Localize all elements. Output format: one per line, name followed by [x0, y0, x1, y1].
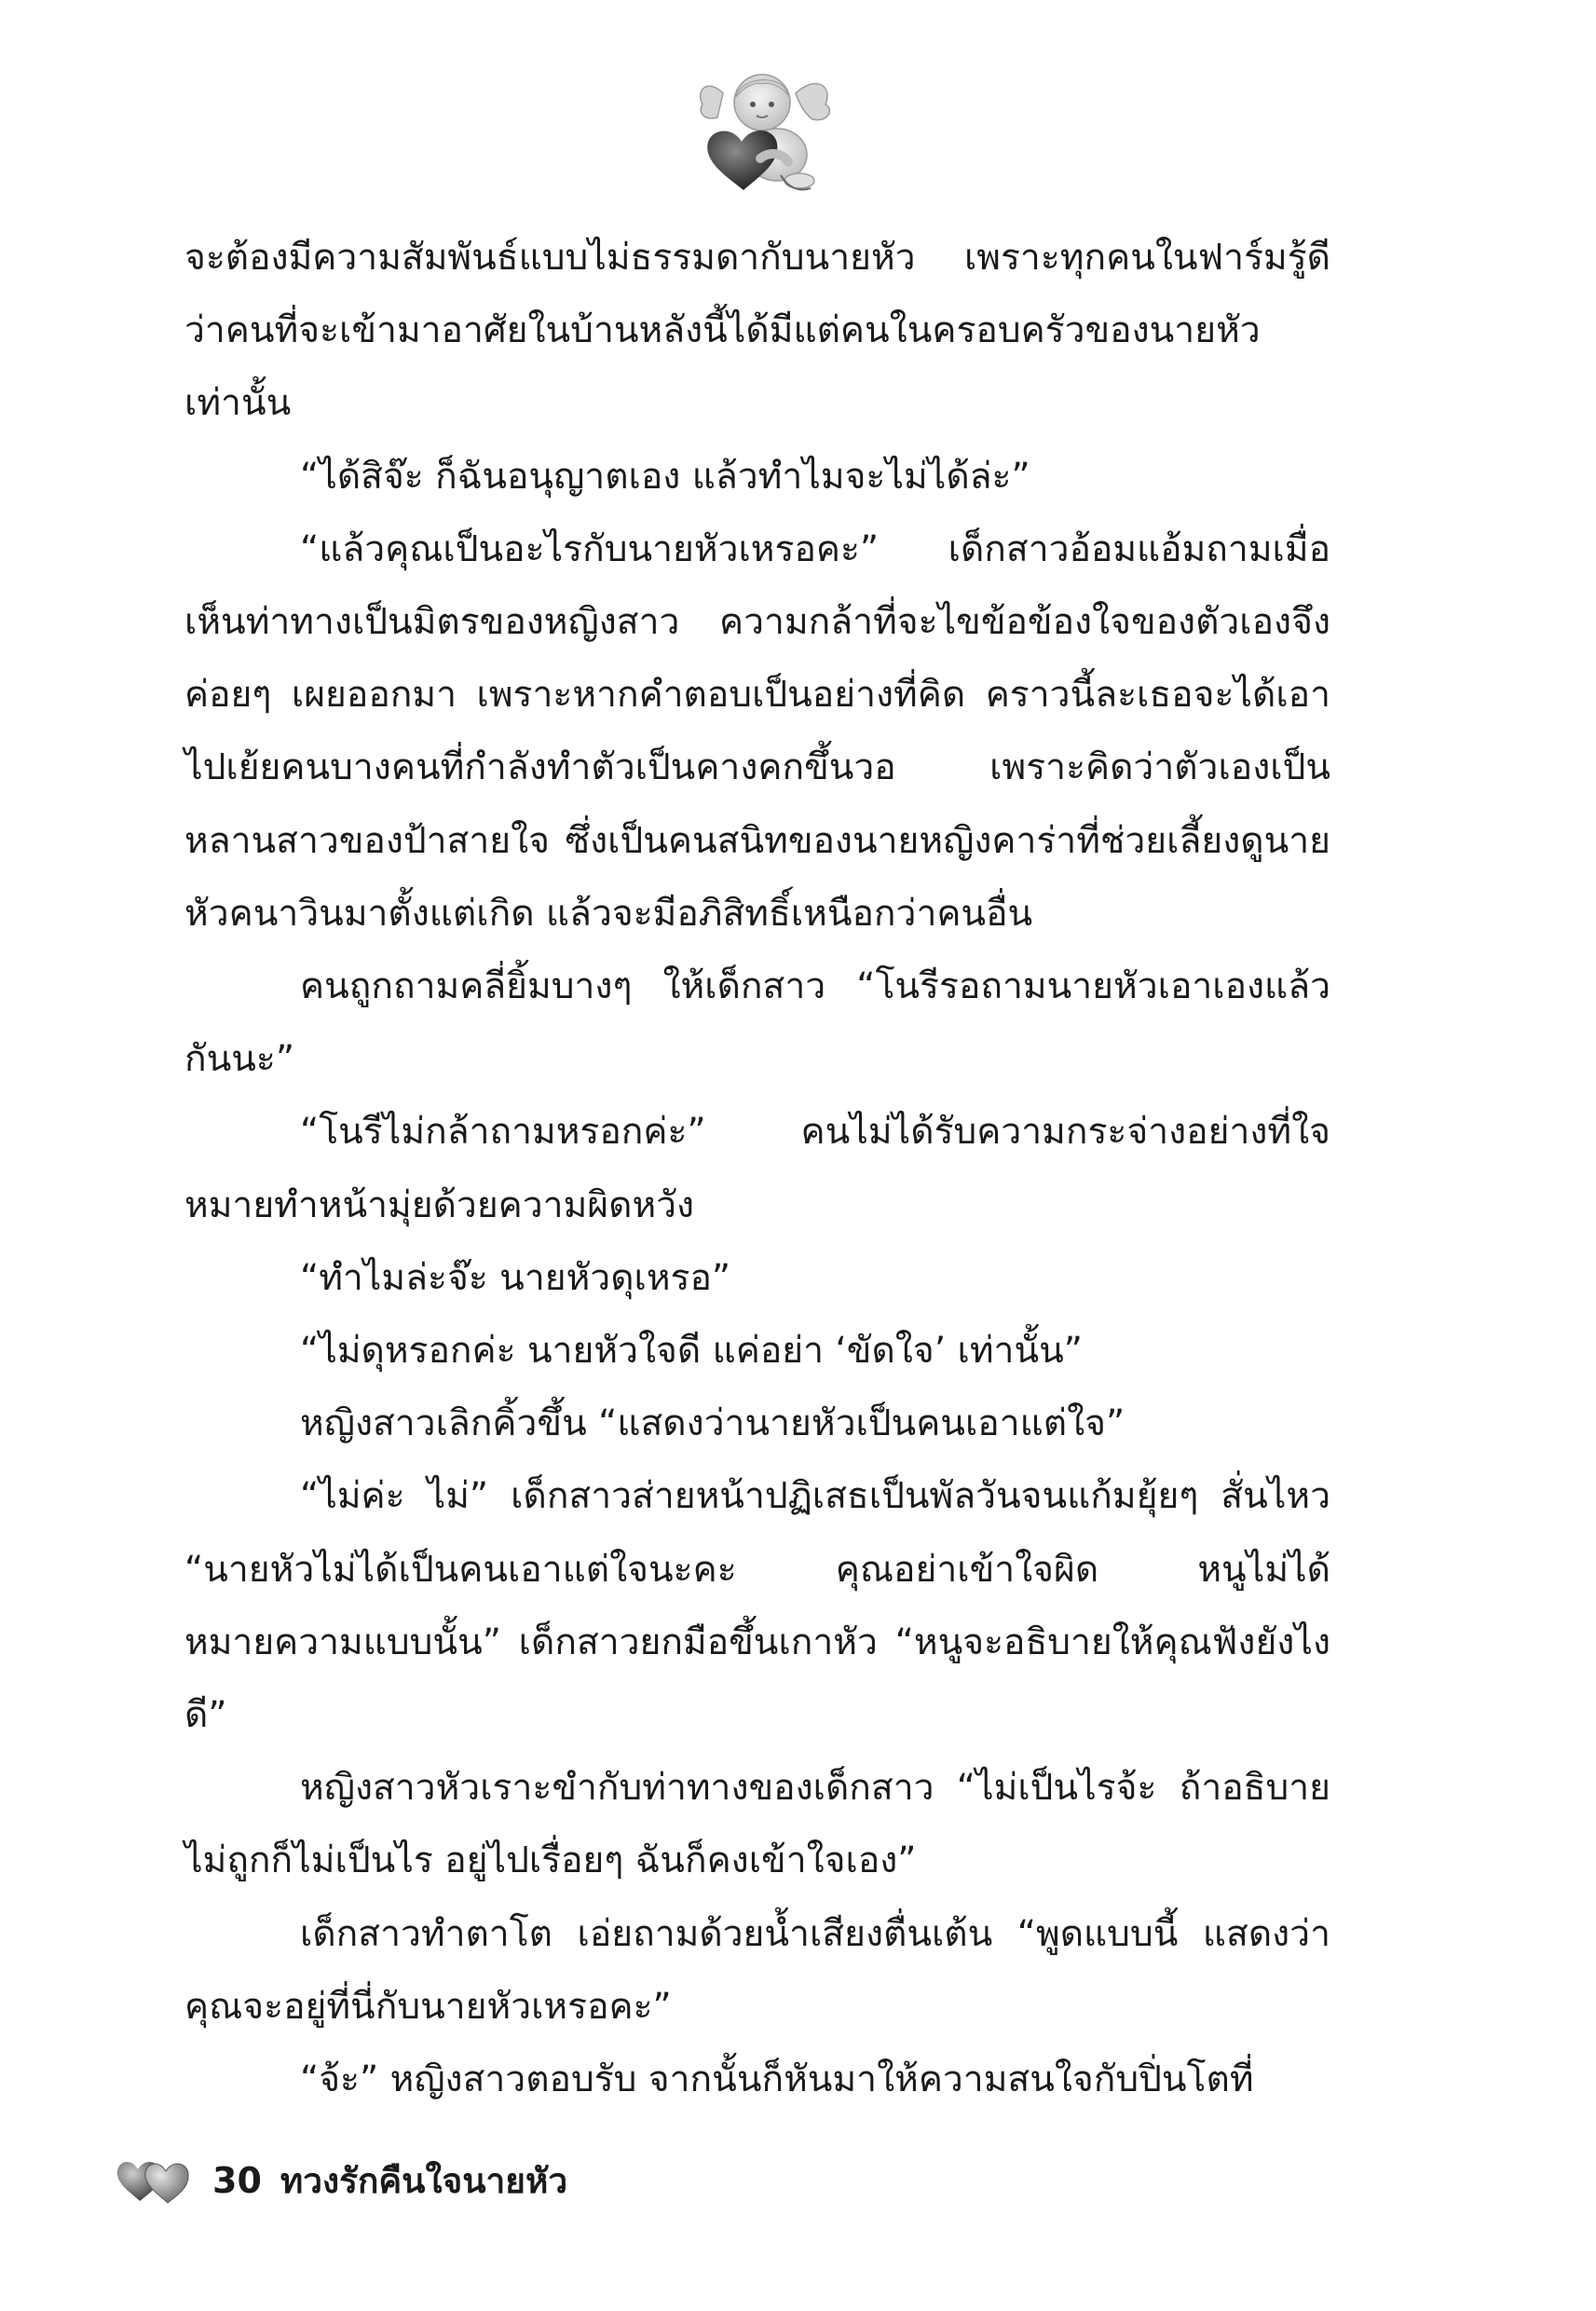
paragraph: จะต้องมีความสัมพันธ์แบบไม่ธรรมดากับนายหัว เพราะทุกคนในฟาร์มรู้ดีว่าคนที่จะเข้ามาอาศัยในบ้านหลังนี้ได้มีแต่คนในครอบครัวของนายหัวเท่านั้น: [184, 237, 1330, 425]
page-footer: [116, 2148, 768, 2213]
paragraph: เด็กสาวทำตาโต เอ่ยถามด้วยน้ำเสียงตื่นเต้น “พูดแบบนี้ แสดงว่าคุณจะอยู่ที่นี่กับนายหัวเหรอคะ”: [184, 1912, 1330, 2028]
two-hearts-icon: [116, 2153, 192, 2208]
cupid-holding-heart-icon: [695, 65, 835, 196]
paragraph: “จ้ะ” หญิงสาวตอบรับ จากนั้นก็หันมาให้ความสนใจกับปิ่นโตที่: [300, 2058, 1254, 2101]
paragraph: “ทำไมล่ะจ๊ะ นายหัวดุเหรอ”: [300, 1256, 731, 1299]
paragraph: หญิงสาวหัวเราะขำกับท่าทางของเด็กสาว “ไม่เป็นไรจ้ะ ถ้าอธิบายไม่ถูกก็ไม่เป็นไร อยู่ไปเรื่อยๆ ฉันก็คงเข้าใจเอง”: [184, 1767, 1330, 1882]
page-number: 30: [212, 2160, 262, 2201]
paragraph: “โนรีไม่กล้าถามหรอกค่ะ” คนไม่ได้รับความกระจ่างอย่างที่ใจหมายทำหน้ามุ่ยด้วยความผิดหวัง: [184, 1111, 1330, 1226]
paragraph: หญิงสาวเลิกคิ้วขึ้น “แสดงว่านายหัวเป็นคนเอาแต่ใจ”: [300, 1402, 1125, 1445]
paragraph: “ไม่ค่ะ ไม่” เด็กสาวส่ายหน้าปฏิเสธเป็นพัลวันจนแก้มยุ้ยๆ สั่นไหว “นายหัวไม่ได้เป็นคนเอาแต่ใจนะคะ คุณอย่าเข้าใจผิด หนูไม่ได้หมายความแบบนั้น” เด็กสาวยกมือขึ้นเกาหัว “หนูจะอธิบายให้คุณฟังยังไงดี”: [184, 1475, 1330, 1737]
paragraph: “แล้วคุณเป็นอะไรกับนายหัวเหรอคะ” เด็กสาวอ้อมแอ้มถามเมื่อเห็นท่าทางเป็นมิตรของหญิงสาว ความกล้าที่จะไขข้อข้องใจของตัวเองจึงค่อยๆ เผยออกมา เพราะหากคำตอบเป็นอย่างที่คิด คราวนี้ละเธอจะได้เอาไปเย้ยคนบางคนที่กำลังทำตัวเป็นคางคกขึ้นวอ เพราะคิดว่าตัวเองเป็นหลานสาวของป้าสายใจ ซึ่งเป็นคนสนิทของนายหญิงคาร่าที่ช่วยเลี้ยงดูนายหัวคนาวินมาตั้งแต่เกิด แล้วจะมีอภิสิทธิ์เหนือกว่าคนอื่น: [184, 527, 1330, 935]
paragraph: คนถูกถามคลี่ยิ้มบางๆ ให้เด็กสาว “โนรีรอถามนายหัวเอาเองแล้วกันนะ”: [184, 965, 1330, 1081]
paragraph: “ได้สิจ๊ะ ก็ฉันอนุญาตเอง แล้วทำไมจะไม่ได้ล่ะ”: [300, 455, 1030, 498]
body-text: [184, 222, 1330, 2116]
book-title: ทวงรักคืนใจนายหัว: [280, 2160, 568, 2201]
paragraph: “ไม่ดุหรอกค่ะ นายหัวใจดี แค่อย่า ‘ขัดใจ’ เท่านั้น”: [300, 1330, 1083, 1373]
